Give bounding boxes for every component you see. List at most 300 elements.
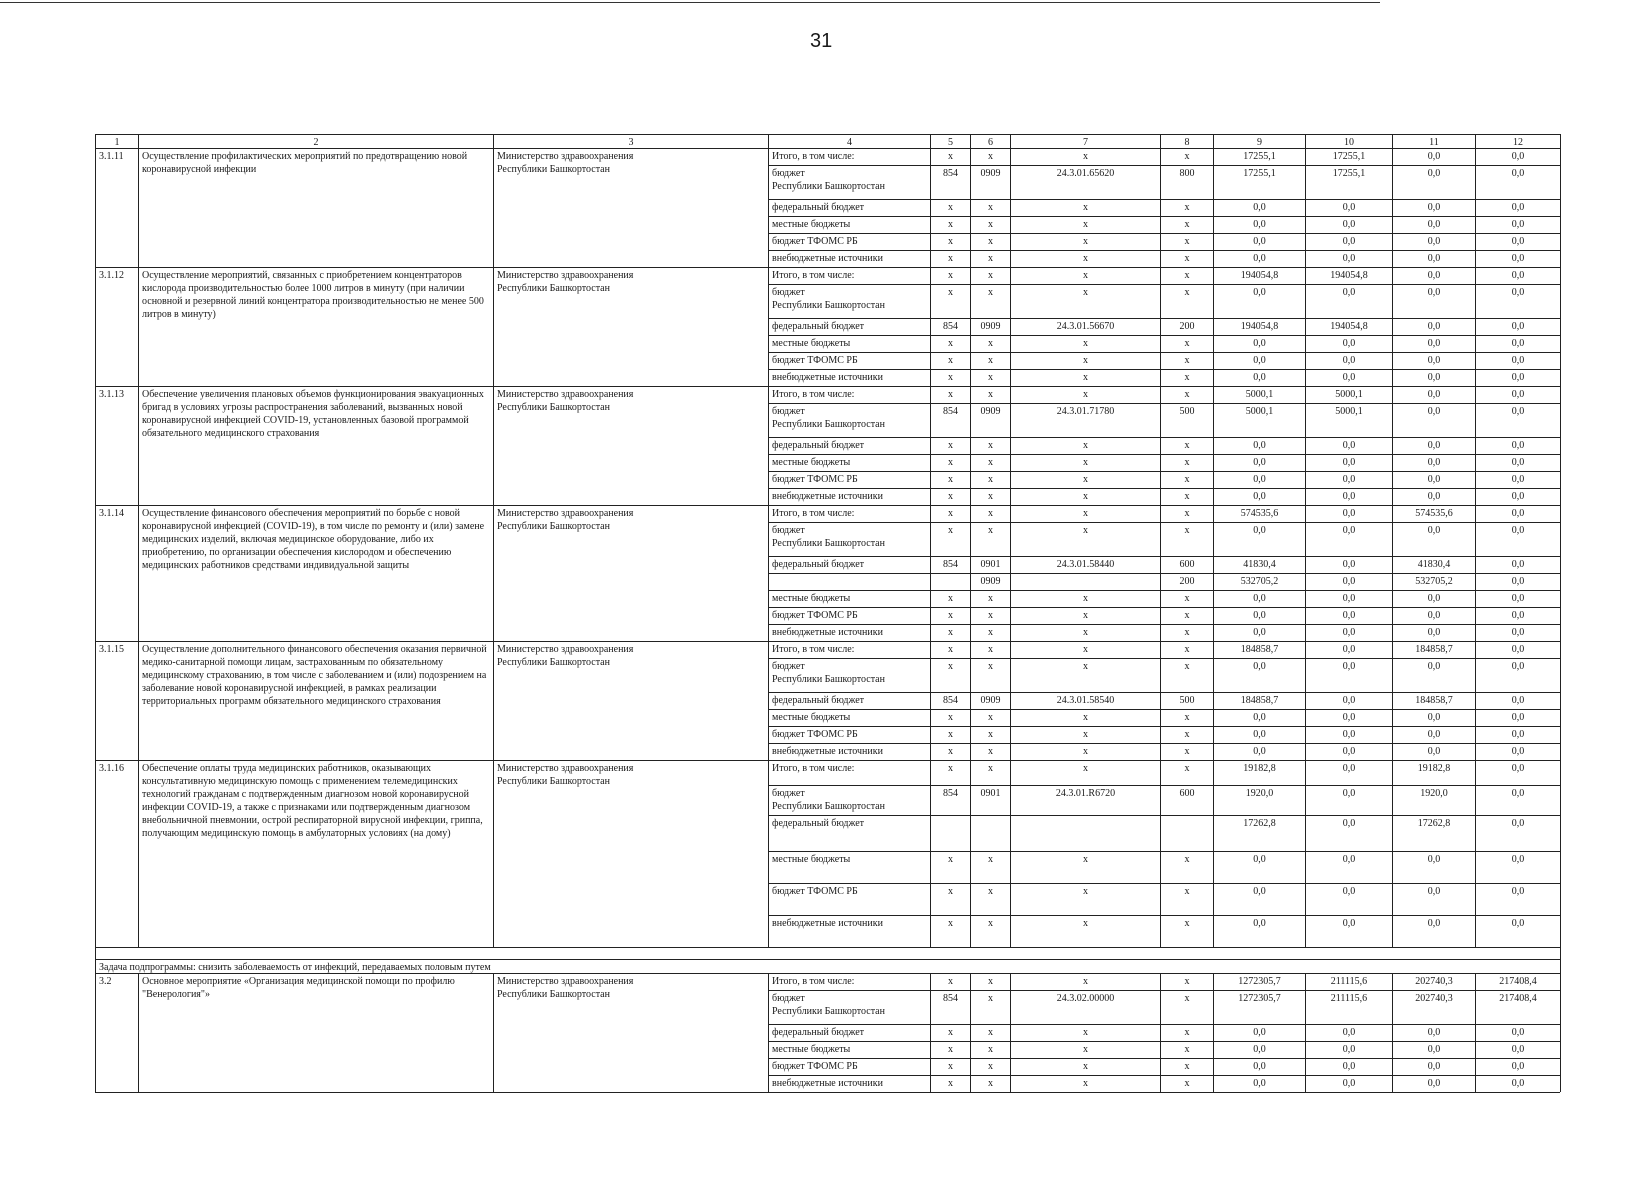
value-col-9: 574535,6	[1213, 505, 1305, 522]
value-col-8: x	[1160, 851, 1213, 883]
value-col-8: x	[1160, 352, 1213, 369]
value-col-9: 184858,7	[1213, 692, 1305, 709]
value-col-10: 0,0	[1305, 641, 1392, 658]
value-col-6: x	[970, 1058, 1010, 1075]
value-col-7: x	[1010, 1041, 1160, 1058]
value-col-8: x	[1160, 335, 1213, 352]
value-col-10: 211115,6	[1305, 990, 1392, 1024]
value-col-7: x	[1010, 233, 1160, 250]
value-col-5: 854	[930, 403, 970, 437]
value-col-6: x	[970, 851, 1010, 883]
value-col-9: 1272305,7	[1213, 990, 1305, 1024]
value-col-7: x	[1010, 522, 1160, 556]
value-col-7: x	[1010, 505, 1160, 522]
value-col-8: x	[1160, 760, 1213, 785]
funding-source: Итого, в том числе:	[768, 505, 930, 522]
section-number: 3.1.15	[95, 641, 138, 760]
section-name: Основное мероприятие «Организация медицинской помощи по профилю "Венерология"»	[138, 973, 493, 1092]
value-col-10: 0,0	[1305, 692, 1392, 709]
funding-source: бюджет Республики Башкортостан	[768, 165, 930, 199]
value-col-12: 0,0	[1475, 573, 1560, 590]
value-col-6	[970, 815, 1010, 851]
value-col-10: 0,0	[1305, 760, 1392, 785]
value-col-8: x	[1160, 1075, 1213, 1092]
value-col-10: 0,0	[1305, 250, 1392, 267]
value-col-12: 0,0	[1475, 743, 1560, 760]
section-number: 3.1.12	[95, 267, 138, 386]
value-col-12: 0,0	[1475, 883, 1560, 915]
value-col-5: 854	[930, 785, 970, 815]
value-col-7: x	[1010, 743, 1160, 760]
value-col-5: x	[930, 973, 970, 990]
funding-source: местные бюджеты	[768, 851, 930, 883]
value-col-11: 0,0	[1392, 165, 1475, 199]
value-col-6: x	[970, 1075, 1010, 1092]
header-col-9: 9	[1213, 134, 1305, 148]
value-col-9: 0,0	[1213, 437, 1305, 454]
value-col-5: x	[930, 352, 970, 369]
value-col-9: 0,0	[1213, 369, 1305, 386]
value-col-11: 0,0	[1392, 658, 1475, 692]
value-col-8: x	[1160, 199, 1213, 216]
header-col-1: 1	[95, 134, 138, 148]
value-col-7: x	[1010, 454, 1160, 471]
value-col-12: 0,0	[1475, 386, 1560, 403]
value-col-5: 854	[930, 990, 970, 1024]
value-col-11: 202740,3	[1392, 973, 1475, 990]
value-col-8: x	[1160, 658, 1213, 692]
value-col-11: 1920,0	[1392, 785, 1475, 815]
value-col-9: 0,0	[1213, 1058, 1305, 1075]
value-col-10: 0,0	[1305, 607, 1392, 624]
value-col-5: x	[930, 437, 970, 454]
value-col-9: 1920,0	[1213, 785, 1305, 815]
value-col-8: x	[1160, 471, 1213, 488]
value-col-7: 24.3.01.58540	[1010, 692, 1160, 709]
value-col-8: x	[1160, 1024, 1213, 1041]
value-col-6: x	[970, 386, 1010, 403]
value-col-12: 0,0	[1475, 1041, 1560, 1058]
value-col-9: 0,0	[1213, 709, 1305, 726]
funding-source: бюджет Республики Башкортостан	[768, 522, 930, 556]
value-col-11: 0,0	[1392, 1041, 1475, 1058]
executor-cell: Министерство здравоохранения Республики Башкортостан	[493, 641, 768, 760]
funding-source: федеральный бюджет	[768, 815, 930, 851]
value-col-12: 0,0	[1475, 709, 1560, 726]
value-col-11: 0,0	[1392, 883, 1475, 915]
header-col-6: 6	[970, 134, 1010, 148]
value-col-7: x	[1010, 973, 1160, 990]
value-col-10: 0,0	[1305, 1024, 1392, 1041]
funding-source: внебюджетные источники	[768, 250, 930, 267]
value-col-6: x	[970, 973, 1010, 990]
executor-cell: Министерство здравоохранения Республики Башкортостан	[493, 973, 768, 1092]
value-col-12: 0,0	[1475, 318, 1560, 335]
value-col-8: x	[1160, 1058, 1213, 1075]
value-col-10: 0,0	[1305, 505, 1392, 522]
value-col-11: 0,0	[1392, 284, 1475, 318]
funding-source: бюджет ТФОМС РБ	[768, 726, 930, 743]
value-col-7: x	[1010, 267, 1160, 284]
value-col-7: x	[1010, 284, 1160, 318]
value-col-7: 24.3.01.R6720	[1010, 785, 1160, 815]
value-col-10: 17255,1	[1305, 148, 1392, 165]
value-col-12: 0,0	[1475, 369, 1560, 386]
value-col-12: 0,0	[1475, 760, 1560, 785]
value-col-10: 0,0	[1305, 471, 1392, 488]
executor-cell: Министерство здравоохранения Республики Башкортостан	[493, 148, 768, 267]
value-col-6: 0909	[970, 318, 1010, 335]
value-col-8: x	[1160, 641, 1213, 658]
value-col-10: 0,0	[1305, 437, 1392, 454]
funding-source: бюджет Республики Башкортостан	[768, 284, 930, 318]
value-col-11: 0,0	[1392, 199, 1475, 216]
value-col-7: x	[1010, 1024, 1160, 1041]
value-col-10: 0,0	[1305, 369, 1392, 386]
value-col-7: x	[1010, 250, 1160, 267]
value-col-10: 194054,8	[1305, 267, 1392, 284]
value-col-5: x	[930, 1058, 970, 1075]
value-col-5: x	[930, 658, 970, 692]
funding-source: федеральный бюджет	[768, 692, 930, 709]
funding-source: бюджет ТФОМС РБ	[768, 233, 930, 250]
funding-source: местные бюджеты	[768, 1041, 930, 1058]
value-col-12: 0,0	[1475, 556, 1560, 573]
value-col-8: x	[1160, 386, 1213, 403]
value-col-8: x	[1160, 233, 1213, 250]
value-col-5: x	[930, 851, 970, 883]
value-col-10: 0,0	[1305, 522, 1392, 556]
value-col-7: x	[1010, 471, 1160, 488]
section-number: 3.1.13	[95, 386, 138, 505]
value-col-11: 0,0	[1392, 607, 1475, 624]
value-col-12: 0,0	[1475, 403, 1560, 437]
value-col-10: 0,0	[1305, 216, 1392, 233]
value-col-9: 0,0	[1213, 607, 1305, 624]
value-col-7	[1010, 815, 1160, 851]
value-col-7: x	[1010, 590, 1160, 607]
value-col-10: 0,0	[1305, 573, 1392, 590]
value-col-9: 0,0	[1213, 883, 1305, 915]
value-col-7: 24.3.02.00000	[1010, 990, 1160, 1024]
value-col-5: x	[930, 216, 970, 233]
funding-source: федеральный бюджет	[768, 199, 930, 216]
funding-source: федеральный бюджет	[768, 318, 930, 335]
value-col-10: 0,0	[1305, 488, 1392, 505]
funding-source: бюджет Республики Башкортостан	[768, 658, 930, 692]
value-col-9: 0,0	[1213, 284, 1305, 318]
value-col-12: 0,0	[1475, 590, 1560, 607]
value-col-9: 0,0	[1213, 335, 1305, 352]
value-col-10: 0,0	[1305, 624, 1392, 641]
section-name: Осуществление финансового обеспечения мероприятий по борьбе с новой коронавирусной инфекцией (COVID-19), в том числе по ремонту и (или) замене медицинских изделий, включая медицинское оборудование, либо их приобретению, по организации обеспечения кислородом и обеспечению медицинских работников средствами индивидуальной защиты	[138, 505, 493, 641]
value-col-12: 0,0	[1475, 607, 1560, 624]
value-col-11: 184858,7	[1392, 641, 1475, 658]
header-col-12: 12	[1475, 134, 1560, 148]
value-col-8: x	[1160, 250, 1213, 267]
value-col-5: x	[930, 607, 970, 624]
funding-source: бюджет ТФОМС РБ	[768, 883, 930, 915]
header-col-10: 10	[1305, 134, 1392, 148]
value-col-11: 0,0	[1392, 369, 1475, 386]
value-col-10: 0,0	[1305, 352, 1392, 369]
task-row: Задача подпрограммы: снизить заболеваемость от инфекций, передаваемых половым путем	[95, 959, 1560, 973]
funding-source: внебюджетные источники	[768, 1075, 930, 1092]
value-col-7: x	[1010, 488, 1160, 505]
value-col-12: 0,0	[1475, 352, 1560, 369]
value-col-6: x	[970, 216, 1010, 233]
value-col-11: 0,0	[1392, 915, 1475, 947]
value-col-8: x	[1160, 709, 1213, 726]
value-col-12: 0,0	[1475, 148, 1560, 165]
value-col-6: x	[970, 990, 1010, 1024]
value-col-10: 0,0	[1305, 335, 1392, 352]
funding-source: федеральный бюджет	[768, 1024, 930, 1041]
value-col-8: x	[1160, 915, 1213, 947]
value-col-6: 0901	[970, 785, 1010, 815]
value-col-12: 0,0	[1475, 785, 1560, 815]
value-col-6: x	[970, 250, 1010, 267]
value-col-6: x	[970, 284, 1010, 318]
value-col-12: 0,0	[1475, 851, 1560, 883]
value-col-6: x	[970, 505, 1010, 522]
funding-source: внебюджетные источники	[768, 488, 930, 505]
value-col-11: 41830,4	[1392, 556, 1475, 573]
value-col-8: x	[1160, 454, 1213, 471]
value-col-12: 0,0	[1475, 165, 1560, 199]
value-col-12: 0,0	[1475, 1024, 1560, 1041]
value-col-5: x	[930, 250, 970, 267]
value-col-11: 19182,8	[1392, 760, 1475, 785]
value-col-6: x	[970, 624, 1010, 641]
value-col-8: x	[1160, 607, 1213, 624]
value-col-8: x	[1160, 488, 1213, 505]
value-col-6: x	[970, 883, 1010, 915]
value-col-11: 0,0	[1392, 624, 1475, 641]
value-col-7: x	[1010, 915, 1160, 947]
value-col-7	[1010, 573, 1160, 590]
value-col-9: 0,0	[1213, 250, 1305, 267]
value-col-9: 0,0	[1213, 454, 1305, 471]
value-col-10: 0,0	[1305, 284, 1392, 318]
value-col-5: x	[930, 1024, 970, 1041]
value-col-12: 0,0	[1475, 454, 1560, 471]
funding-source: внебюджетные источники	[768, 624, 930, 641]
value-col-6: x	[970, 641, 1010, 658]
value-col-6: 0909	[970, 165, 1010, 199]
value-col-5: x	[930, 369, 970, 386]
value-col-5: x	[930, 915, 970, 947]
value-col-11: 0,0	[1392, 250, 1475, 267]
value-col-5: x	[930, 454, 970, 471]
funding-source: местные бюджеты	[768, 590, 930, 607]
value-col-12: 0,0	[1475, 471, 1560, 488]
value-col-8: x	[1160, 505, 1213, 522]
value-col-8: x	[1160, 267, 1213, 284]
value-col-7: x	[1010, 148, 1160, 165]
value-col-9: 5000,1	[1213, 386, 1305, 403]
value-col-6: x	[970, 522, 1010, 556]
value-col-11: 0,0	[1392, 233, 1475, 250]
value-col-11: 0,0	[1392, 267, 1475, 284]
executor-cell: Министерство здравоохранения Республики Башкортостан	[493, 505, 768, 641]
value-col-6: x	[970, 743, 1010, 760]
value-col-9: 532705,2	[1213, 573, 1305, 590]
value-col-5: x	[930, 883, 970, 915]
value-col-9: 194054,8	[1213, 267, 1305, 284]
value-col-12: 0,0	[1475, 815, 1560, 851]
value-col-10: 0,0	[1305, 1058, 1392, 1075]
value-col-11: 0,0	[1392, 488, 1475, 505]
value-col-10: 194054,8	[1305, 318, 1392, 335]
value-col-7: x	[1010, 1075, 1160, 1092]
value-col-7: x	[1010, 199, 1160, 216]
funding-source: Итого, в том числе:	[768, 760, 930, 785]
spacer-row	[95, 947, 1560, 959]
value-col-9: 17262,8	[1213, 815, 1305, 851]
value-col-12: 0,0	[1475, 726, 1560, 743]
value-col-9: 0,0	[1213, 488, 1305, 505]
value-col-6: 0901	[970, 556, 1010, 573]
value-col-6: x	[970, 590, 1010, 607]
value-col-8: x	[1160, 284, 1213, 318]
value-col-6: 0909	[970, 403, 1010, 437]
funding-source: местные бюджеты	[768, 335, 930, 352]
value-col-5: x	[930, 641, 970, 658]
header-col-11: 11	[1392, 134, 1475, 148]
value-col-12: 0,0	[1475, 199, 1560, 216]
value-col-5: x	[930, 590, 970, 607]
value-col-9: 19182,8	[1213, 760, 1305, 785]
value-col-5: x	[930, 1075, 970, 1092]
section-name: Обеспечение оплаты труда медицинских работников, оказывающих консультативную медицинскую помощь с применением телемедицинских технологий гражданам с подтвержденным диагнозом новой коронавирусной инфекции COVID-19, а также с признаками или подтвержденным диагнозом внебольничной пневмонии, острой респираторной вирусной инфекции, гриппа, получающим медицинскую помощь в амбулаторных условиях (на дому)	[138, 760, 493, 947]
section-number: 3.1.11	[95, 148, 138, 267]
funding-source: местные бюджеты	[768, 216, 930, 233]
value-col-8	[1160, 815, 1213, 851]
executor-cell: Министерство здравоохранения Республики Башкортостан	[493, 267, 768, 386]
header-col-8: 8	[1160, 134, 1213, 148]
value-col-9: 0,0	[1213, 624, 1305, 641]
value-col-11: 0,0	[1392, 522, 1475, 556]
value-col-6: x	[970, 233, 1010, 250]
value-col-9: 0,0	[1213, 658, 1305, 692]
funding-source: бюджет Республики Башкортостан	[768, 785, 930, 815]
value-col-9: 0,0	[1213, 233, 1305, 250]
value-col-10: 0,0	[1305, 815, 1392, 851]
value-col-6: x	[970, 1041, 1010, 1058]
value-col-5: x	[930, 505, 970, 522]
value-col-9: 0,0	[1213, 726, 1305, 743]
value-col-5: 854	[930, 318, 970, 335]
value-col-11: 0,0	[1392, 709, 1475, 726]
value-col-11: 574535,6	[1392, 505, 1475, 522]
value-col-10: 0,0	[1305, 743, 1392, 760]
funding-source: федеральный бюджет	[768, 437, 930, 454]
value-col-6: x	[970, 352, 1010, 369]
funding-source	[768, 573, 930, 590]
value-col-12: 0,0	[1475, 624, 1560, 641]
value-col-12: 0,0	[1475, 437, 1560, 454]
value-col-10: 0,0	[1305, 1075, 1392, 1092]
value-col-11: 17262,8	[1392, 815, 1475, 851]
table-bottom-border	[95, 1092, 1560, 1093]
value-col-9: 0,0	[1213, 915, 1305, 947]
value-col-8: x	[1160, 369, 1213, 386]
value-col-7: x	[1010, 641, 1160, 658]
value-col-9: 0,0	[1213, 522, 1305, 556]
value-col-7: 24.3.01.56670	[1010, 318, 1160, 335]
value-col-12: 0,0	[1475, 335, 1560, 352]
value-col-6: x	[970, 607, 1010, 624]
funding-source: внебюджетные источники	[768, 915, 930, 947]
value-col-5: 854	[930, 692, 970, 709]
value-col-7: x	[1010, 883, 1160, 915]
value-col-9: 17255,1	[1213, 148, 1305, 165]
funding-source: внебюджетные источники	[768, 369, 930, 386]
value-col-8: x	[1160, 743, 1213, 760]
value-col-8: x	[1160, 726, 1213, 743]
funding-source: бюджет Республики Башкортостан	[768, 403, 930, 437]
section-name: Осуществление дополнительного финансового обеспечения оказания первичной медико-санитарной помощи лицам, застрахованным по обязательному медицинскому страхованию, в том числе с заболеванием и (или) подозрением на заболевание новой коронавирусной инфекцией, в рамках реализации территориальных программ обязательного медицинского страхования	[138, 641, 493, 760]
value-col-11: 0,0	[1392, 471, 1475, 488]
funding-source: Итого, в том числе:	[768, 641, 930, 658]
value-col-9: 0,0	[1213, 199, 1305, 216]
value-col-6: x	[970, 471, 1010, 488]
value-col-5: x	[930, 522, 970, 556]
value-col-12: 0,0	[1475, 1075, 1560, 1092]
value-col-12: 0,0	[1475, 641, 1560, 658]
value-col-10: 0,0	[1305, 590, 1392, 607]
value-col-5: x	[930, 386, 970, 403]
funding-source: Итого, в том числе:	[768, 148, 930, 165]
value-col-8: x	[1160, 437, 1213, 454]
value-col-7: 24.3.01.58440	[1010, 556, 1160, 573]
value-col-12: 0,0	[1475, 233, 1560, 250]
value-col-8: x	[1160, 590, 1213, 607]
value-col-10: 0,0	[1305, 454, 1392, 471]
value-col-5	[930, 815, 970, 851]
value-col-8: 800	[1160, 165, 1213, 199]
value-col-12: 0,0	[1475, 250, 1560, 267]
value-col-11: 0,0	[1392, 590, 1475, 607]
value-col-7: x	[1010, 437, 1160, 454]
value-col-6: x	[970, 1024, 1010, 1041]
value-col-7: x	[1010, 1058, 1160, 1075]
value-col-7: x	[1010, 335, 1160, 352]
section-name: Осуществление мероприятий, связанных с приобретением концентраторов кислорода производительностью более 1000 литров в минуту (при наличии основной и резервной линий концентратора производительностью не менее 500 литров в минуту)	[138, 267, 493, 386]
section-name: Осуществление профилактических мероприятий по предотвращению новой коронавирусной инфекции	[138, 148, 493, 267]
value-col-6: 0909	[970, 573, 1010, 590]
value-col-11: 0,0	[1392, 1024, 1475, 1041]
value-col-9: 184858,7	[1213, 641, 1305, 658]
funding-source: бюджет Республики Башкортостан	[768, 990, 930, 1024]
value-col-9: 0,0	[1213, 352, 1305, 369]
value-col-8: 500	[1160, 403, 1213, 437]
value-col-9: 0,0	[1213, 471, 1305, 488]
value-col-9: 0,0	[1213, 851, 1305, 883]
value-col-9: 0,0	[1213, 1075, 1305, 1092]
value-col-11: 0,0	[1392, 335, 1475, 352]
value-col-10: 0,0	[1305, 851, 1392, 883]
section-number: 3.1.14	[95, 505, 138, 641]
value-col-10: 5000,1	[1305, 386, 1392, 403]
value-col-8: x	[1160, 990, 1213, 1024]
value-col-11: 0,0	[1392, 454, 1475, 471]
value-col-11: 0,0	[1392, 352, 1475, 369]
value-col-12: 0,0	[1475, 505, 1560, 522]
funding-source: федеральный бюджет	[768, 556, 930, 573]
value-col-8: 600	[1160, 556, 1213, 573]
